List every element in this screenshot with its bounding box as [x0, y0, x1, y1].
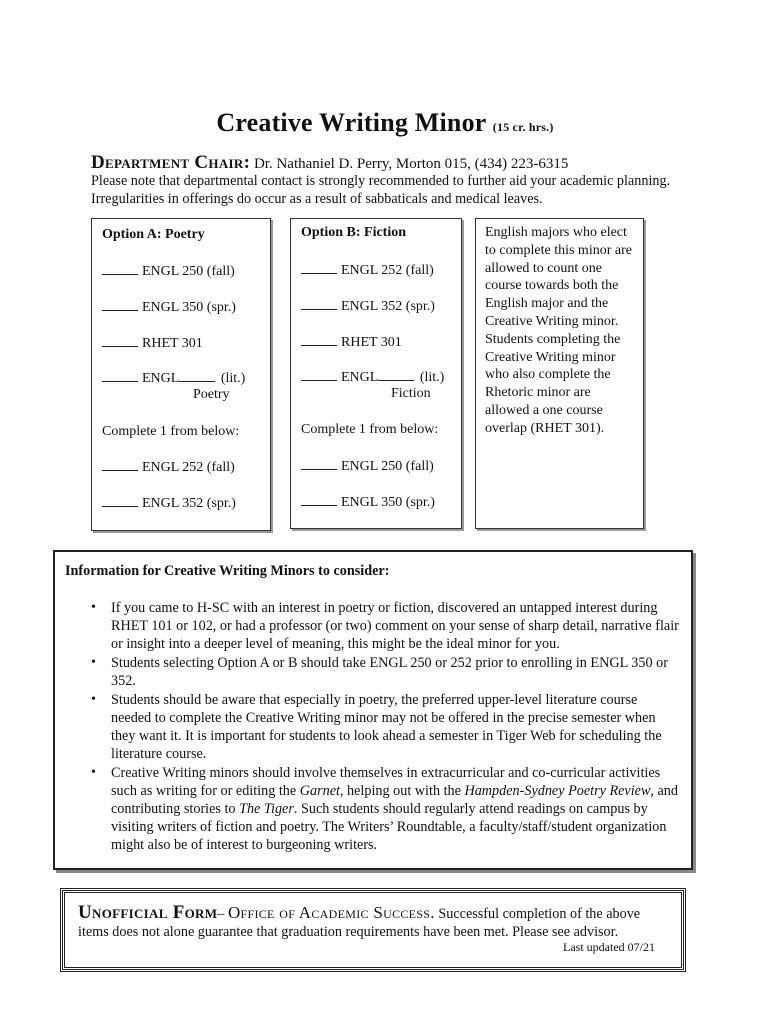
option-a-lit-item: ENGL (lit.) [102, 369, 245, 387]
option-b-item: RHET 301 [301, 333, 402, 351]
option-b-complete-label: Complete 1 from below: [301, 422, 439, 437]
chair-label: Department Chair: [91, 152, 251, 173]
bullet-icon: • [91, 765, 96, 780]
double-count-note: English majors who elect to complete this minor are allowed to count one course towards both the English major and the Creative Writing minor. Students completing the Creative Writing minor who also complete the Rhetoric minor are allowed a one course overlap (RHET 301). [485, 225, 632, 436]
checkoff-blank[interactable] [102, 369, 138, 382]
department-chair-line [91, 152, 568, 174]
option-a-item: ENGL 350 (spr.) [102, 298, 236, 316]
chair-value: Dr. Nathaniel D. Perry, Morton 015, (434) 223-6315 [253, 156, 569, 172]
option-a-choice: ENGL 352 (spr.) [102, 494, 236, 512]
garnet-title: Garnet [299, 783, 340, 799]
option-b-choice: ENGL 350 (spr.) [301, 493, 435, 511]
checkoff-blank[interactable] [301, 493, 337, 506]
option-b-item: ENGL 252 (fall) [301, 261, 434, 279]
disclaimer: Successful completion of the above items does not alone guarantee that graduation requirements have been met. Please see advisor. [78, 906, 641, 940]
bullet-icon: • [91, 600, 96, 615]
option-a-item: RHET 301 [102, 334, 203, 352]
credit-hours: (15 cr. hrs.) [492, 120, 554, 134]
checkoff-blank[interactable] [301, 261, 337, 274]
course-number-blank[interactable] [179, 369, 215, 382]
course-number-blank[interactable] [378, 368, 414, 381]
page-title [0, 108, 770, 138]
option-b-title: Option B: Fiction [301, 225, 407, 240]
office-name: Office of Academic Success. [227, 903, 435, 922]
option-a-choice: ENGL 252 (fall) [102, 458, 235, 476]
bullet-icon: • [91, 655, 96, 670]
info-heading: Information for Creative Writing Minors to consider: [65, 563, 390, 579]
last-updated: Last updated 07/21 [563, 940, 655, 954]
option-b-box [290, 218, 462, 529]
tiger-title: The Tiger [239, 801, 294, 817]
option-a-item: ENGL 250 (fall) [102, 262, 235, 280]
checkoff-blank[interactable] [102, 262, 138, 275]
checkoff-blank[interactable] [102, 458, 138, 471]
option-a-complete-label: Complete 1 from below: [102, 424, 240, 439]
checkoff-blank[interactable] [102, 494, 138, 507]
checkoff-blank[interactable] [301, 457, 337, 470]
unofficial-form-text: Unofficial Form– Office of Academic Success. Successful completion of the above items does not alone guarantee that graduation requirements have been met. Please see advisor. [78, 902, 641, 940]
option-a-title: Option A: Poetry [102, 227, 205, 242]
option-a-lit-genre: Poetry [193, 387, 230, 402]
checkoff-blank[interactable] [102, 334, 138, 347]
poetry-review-title: Hampden-Sydney Poetry Review [464, 783, 651, 799]
checkoff-blank[interactable] [301, 297, 337, 310]
double-count-note-box [475, 218, 644, 529]
list-item: • Students should be aware that especially in poetry, the preferred upper-level literature course needed to complete the Creative Writing minor may not be offered in the precise semester when they want it. It is important for students to look ahead a semester in Tiger Web for scheduling the literature course. [91, 692, 662, 762]
list-item: • Students selecting Option A or B should take ENGL 250 or 252 prior to enrolling in ENGL 350 or 352. [91, 655, 668, 689]
unofficial-form-box [62, 890, 684, 970]
option-a-box [91, 218, 271, 531]
list-item: • Creative Writing minors should involve themselves in extracurricular and co-curricular activities such as writing for or editing the Garnet, helping out with the Hampden-Sydney Poetry Review, and contributing stories to The Tiger. Such students should regularly attend readings on campus by visiting writers of fiction and poetry. The Writers’ Roundtable, a faculty/staff/student organization might also be of interest to burgeoning writers. [91, 765, 678, 853]
option-b-item: ENGL 352 (spr.) [301, 297, 435, 315]
checkoff-blank[interactable] [301, 368, 337, 381]
info-list [91, 599, 679, 855]
checkoff-blank[interactable] [102, 298, 138, 311]
checkoff-blank[interactable] [301, 333, 337, 346]
advising-note: Please note that departmental contact is strongly recommended to further aid your academic planning. Irregularities in offerings do occur as a result of sabbaticals and medical leaves. [91, 173, 671, 207]
title-main: Creative Writing Minor [216, 108, 487, 137]
unofficial-form-label: Unofficial Form [78, 902, 218, 923]
bullet-icon: • [91, 692, 96, 707]
option-b-lit-genre: Fiction [391, 386, 431, 401]
info-box [53, 550, 693, 870]
option-b-lit-item: ENGL (lit.) [301, 368, 444, 386]
list-item: • If you came to H-SC with an interest in poetry or fiction, discovered an untapped interest during RHET 101 or 102, or had a professor (or two) comment on your sense of sharp detail, narrative flair or insight into a deeper level of meaning, this might be the ideal minor for you. [91, 600, 679, 652]
option-b-choice: ENGL 250 (fall) [301, 457, 434, 475]
